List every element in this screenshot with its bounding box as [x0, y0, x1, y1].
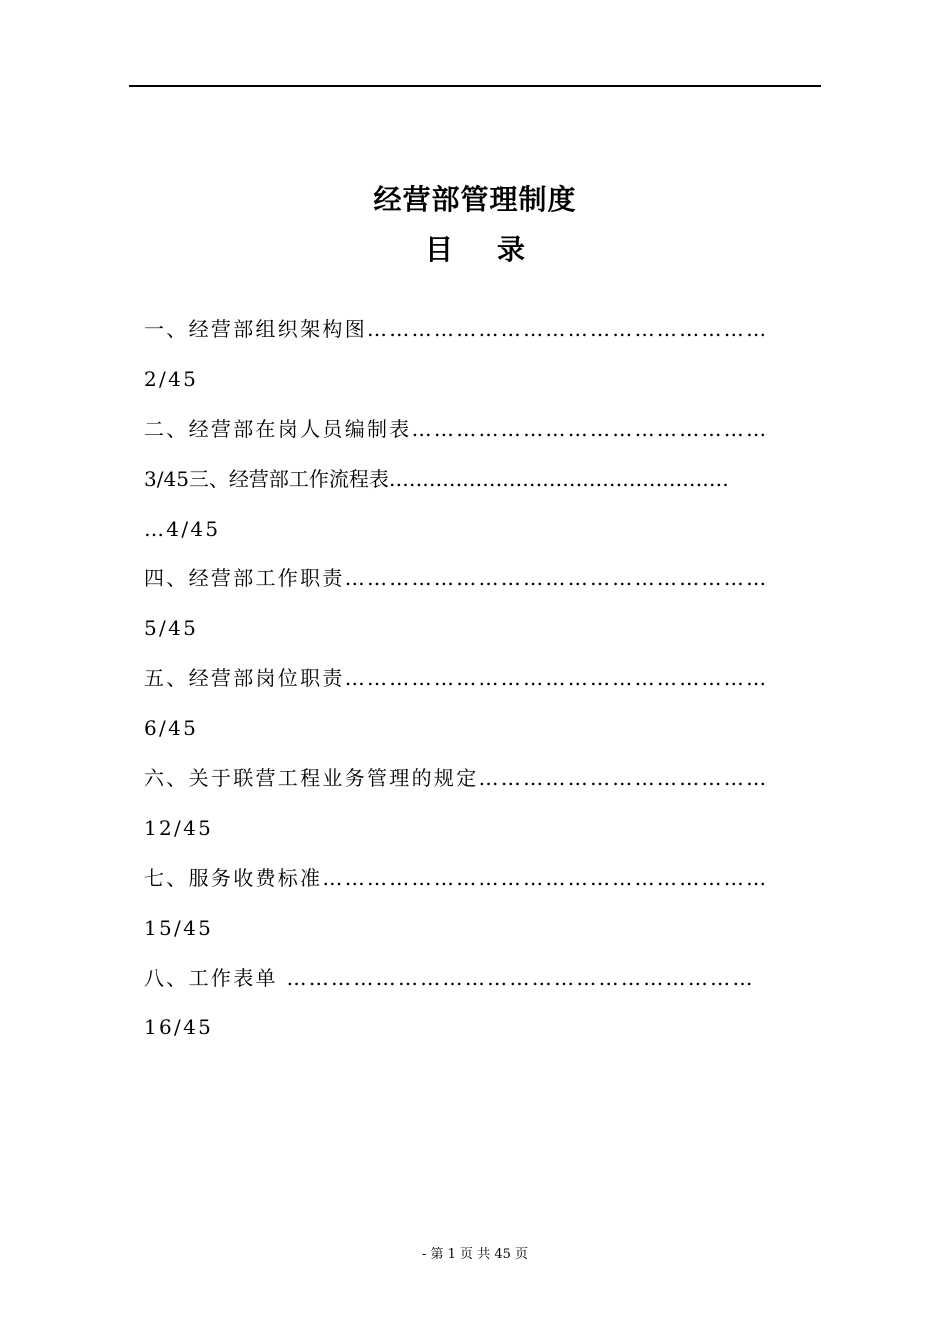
toc-heading — [0, 230, 950, 270]
toc-line[interactable]: 3/45三、经营部工作流程表…………………………………………… — [144, 466, 729, 491]
toc-line[interactable]: 一、经营部组织架构图……………………………………………… — [144, 317, 769, 341]
toc-line[interactable]: 15/45 — [144, 915, 214, 940]
toc-heading-right: 录 — [497, 233, 526, 266]
toc-line[interactable]: 八、工作表单 ……………………………………………………… — [144, 965, 755, 990]
toc-line[interactable]: …4/45 — [144, 516, 221, 541]
header-rule — [129, 85, 821, 87]
toc-heading-left: 目 — [424, 233, 453, 266]
toc-line[interactable]: 6/45 — [144, 716, 199, 741]
toc-line[interactable]: 二、经营部在岗人员编制表………………………………………… — [144, 416, 769, 441]
toc-line[interactable]: 六、关于联营工程业务管理的规定………………………………… — [144, 766, 769, 791]
toc-line[interactable]: 七、服务收费标准…………………………………………………… — [144, 865, 769, 890]
toc-line[interactable]: 16/45 — [144, 1015, 214, 1040]
page-footer: - 第 1 页 共 45 页 — [422, 1247, 528, 1262]
toc-line[interactable]: 5/45 — [144, 616, 199, 641]
toc-line[interactable]: 2/45 — [144, 366, 199, 391]
document-title: 经营部管理制度 — [373, 183, 577, 216]
toc-line[interactable]: 五、经营部岗位职责………………………………………………… — [144, 666, 769, 691]
toc-line[interactable]: 12/45 — [144, 815, 214, 840]
toc-line[interactable]: 四、经营部工作职责………………………………………………… — [144, 566, 769, 591]
table-of-contents — [144, 305, 806, 1053]
